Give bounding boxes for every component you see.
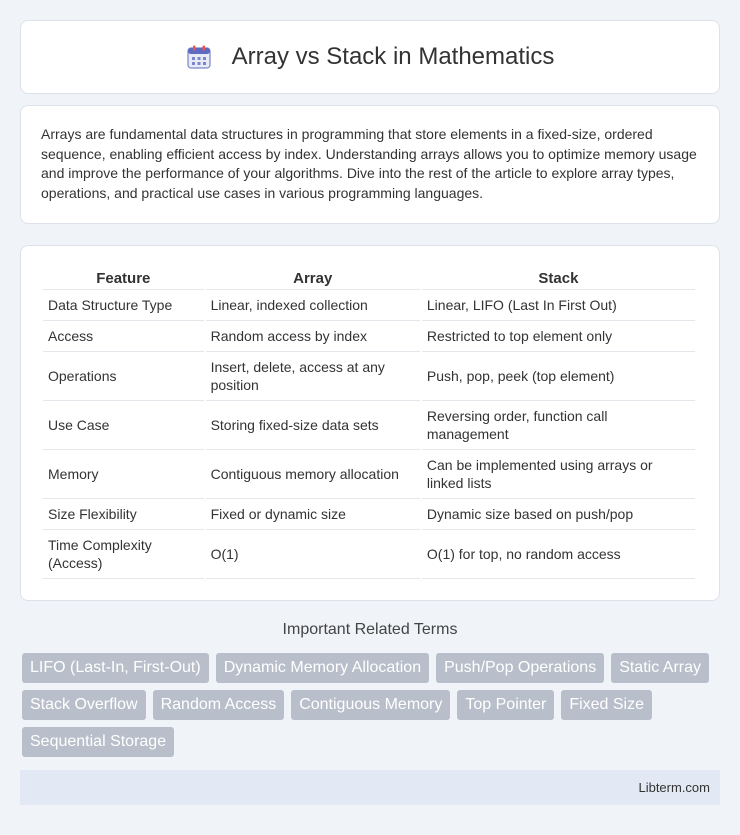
tag-link[interactable]: Dynamic Memory Allocation (216, 653, 429, 683)
table-row (43, 450, 695, 499)
page-title: Array vs Stack in Mathematics (231, 43, 555, 70)
tag-link[interactable]: Contiguous Memory (291, 690, 450, 720)
table-header-row (43, 266, 695, 290)
table-cell: Fixed or dynamic size (206, 499, 420, 530)
tag-link[interactable]: Stack Overflow (22, 690, 146, 720)
comparison-card (20, 245, 720, 601)
table-cell: O(1) (206, 530, 420, 579)
table-row (43, 290, 695, 321)
table-cell: Memory (43, 450, 204, 499)
table-cell: Restricted to top element only (422, 321, 695, 352)
tag-link[interactable]: Random Access (153, 690, 285, 720)
title-card (20, 20, 720, 94)
tag-link[interactable]: Push/Pop Operations (436, 653, 604, 683)
footer-site-link[interactable]: Libterm.com (638, 780, 710, 795)
intro-card (20, 105, 720, 224)
table-row (43, 321, 695, 352)
table-cell: Linear, LIFO (Last In First Out) (422, 290, 695, 321)
table-cell: Access (43, 321, 204, 352)
column-header: Array (206, 266, 420, 290)
table-cell: Dynamic size based on push/pop (422, 499, 695, 530)
comparison-table (41, 266, 697, 579)
related-tags (22, 653, 722, 757)
table-cell: Use Case (43, 401, 204, 450)
table-row (43, 530, 695, 579)
tag-link[interactable]: Static Array (611, 653, 709, 683)
table-cell: Linear, indexed collection (206, 290, 420, 321)
table-cell: Storing fixed-size data sets (206, 401, 420, 450)
table-cell: Time Complexity (Access) (43, 530, 204, 579)
table-cell: Contiguous memory allocation (206, 450, 420, 499)
column-header: Stack (422, 266, 695, 290)
table-row (43, 499, 695, 530)
table-cell: Size Flexibility (43, 499, 204, 530)
table-cell: Can be implemented using arrays or linked lists (422, 450, 695, 499)
calendar-icon (186, 44, 212, 70)
table-cell: Insert, delete, access at any position (206, 352, 420, 401)
footer (20, 770, 720, 805)
table-row (43, 401, 695, 450)
related-terms-title: Important Related Terms (282, 621, 458, 638)
table-cell: Random access by index (206, 321, 420, 352)
table-cell: Reversing order, function call management (422, 401, 695, 450)
table-cell: Push, pop, peek (top element) (422, 352, 695, 401)
table-cell: O(1) for top, no random access (422, 530, 695, 579)
tag-link[interactable]: Fixed Size (561, 690, 652, 720)
column-header: Feature (43, 266, 204, 290)
tag-link[interactable]: Top Pointer (457, 690, 554, 720)
tag-link[interactable]: LIFO (Last-In, First-Out) (22, 653, 209, 683)
table-cell: Operations (43, 352, 204, 401)
tag-link[interactable]: Sequential Storage (22, 727, 174, 757)
table-cell: Data Structure Type (43, 290, 204, 321)
intro-paragraph: Arrays are fundamental data structures in programming that store elements in a fixed-size, ordered sequence, enabling efficient access by index. Understanding arrays allows you to optimize memory usage and improve the performance of your algorithms. Dive into the rest of the article to explore array types, operations, and practical use cases in various programming languages. (41, 126, 697, 201)
table-row (43, 352, 695, 401)
